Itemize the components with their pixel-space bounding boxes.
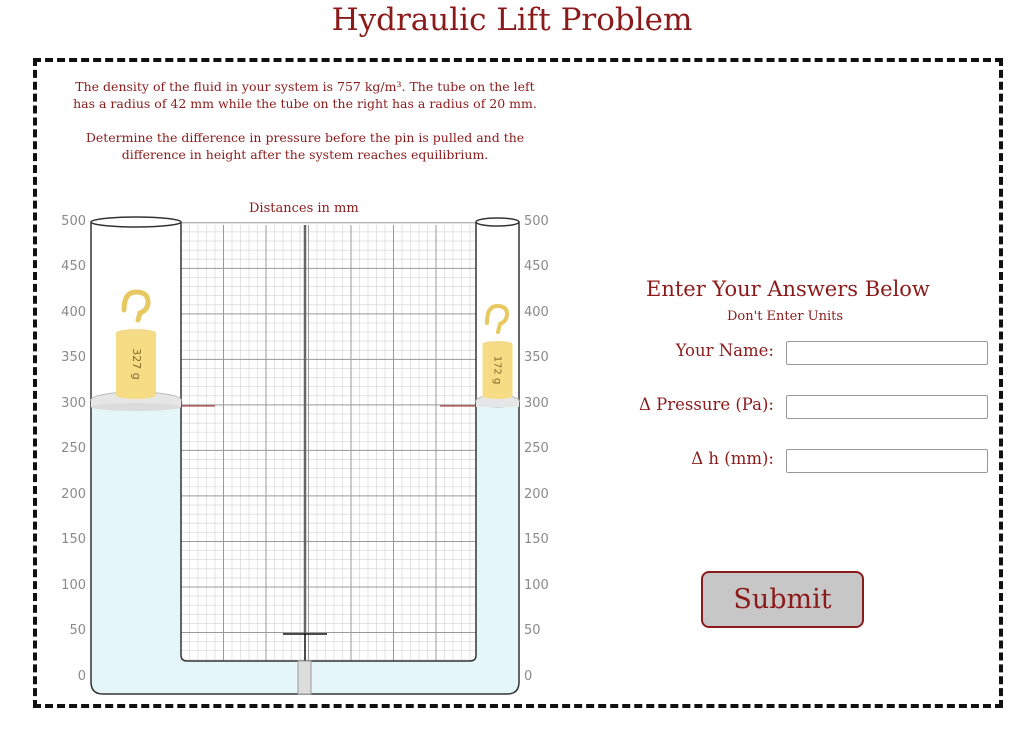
right-weight-label: 172 g — [491, 355, 503, 385]
right-axis-tick-500: 500 — [524, 213, 549, 229]
no-units-note: Don't Enter Units — [727, 309, 844, 324]
height-input[interactable] — [786, 449, 988, 473]
name-input[interactable] — [786, 341, 988, 365]
right-axis-tick-0: 0 — [524, 669, 533, 684]
answers-heading: Enter Your Answers Below — [646, 277, 930, 301]
grid-lines — [181, 223, 476, 661]
page-title: Hydraulic Lift Problem — [331, 2, 693, 38]
left-axis-tick-100: 100 — [61, 577, 86, 593]
left-axis-tick-150: 150 — [61, 532, 86, 548]
right-axis-tick-300: 300 — [524, 395, 549, 411]
right-axis-tick-250: 250 — [524, 441, 549, 457]
left-axis-tick-200: 200 — [61, 486, 86, 502]
name-label: Your Name: — [675, 341, 774, 360]
pressure-label: Δ Pressure (Pa): — [638, 395, 774, 414]
submit-button[interactable]: Submit — [701, 571, 864, 628]
left-axis-tick-350: 350 — [61, 350, 86, 366]
right-axis-tick-50: 50 — [524, 623, 541, 639]
intro-line-2: has a radius of 42 mm while the tube on the right has a radius of 20 mm. — [73, 96, 537, 111]
right-axis-tick-450: 450 — [524, 259, 549, 275]
distances-label: Distances in mm — [249, 201, 359, 216]
left-axis-tick-0: 0 — [77, 669, 86, 684]
task-line-2: difference in height after the system reaches equilibrium. — [121, 147, 489, 162]
left-weight — [116, 292, 156, 399]
right-axis-tick-100: 100 — [524, 577, 549, 593]
left-axis-tick-400: 400 — [61, 304, 86, 320]
right-axis-tick-150: 150 — [524, 532, 549, 548]
pressure-input[interactable] — [786, 395, 988, 419]
intro-line-1: The density of the fluid in your system is 757 kg/m³. The tube on the left — [75, 79, 535, 94]
right-axis-tick-200: 200 — [524, 486, 549, 502]
right-axis-tick-400: 400 — [524, 304, 549, 320]
task-line-1: Determine the difference in pressure before the pin is pulled and the — [85, 130, 525, 145]
height-label: Δ h (mm): — [691, 449, 774, 468]
left-tube-rim — [91, 217, 181, 227]
right-tube-rim — [476, 218, 519, 226]
right-axis-tick-350: 350 — [524, 350, 549, 366]
right-weight — [483, 306, 513, 399]
left-axis-tick-500: 500 — [61, 213, 86, 229]
left-axis-tick-300: 300 — [61, 395, 86, 411]
left-weight-label: 327 g — [130, 348, 143, 380]
left-axis-tick-50: 50 — [69, 623, 86, 639]
left-axis-tick-250: 250 — [61, 441, 86, 457]
left-axis-tick-450: 450 — [61, 259, 86, 275]
